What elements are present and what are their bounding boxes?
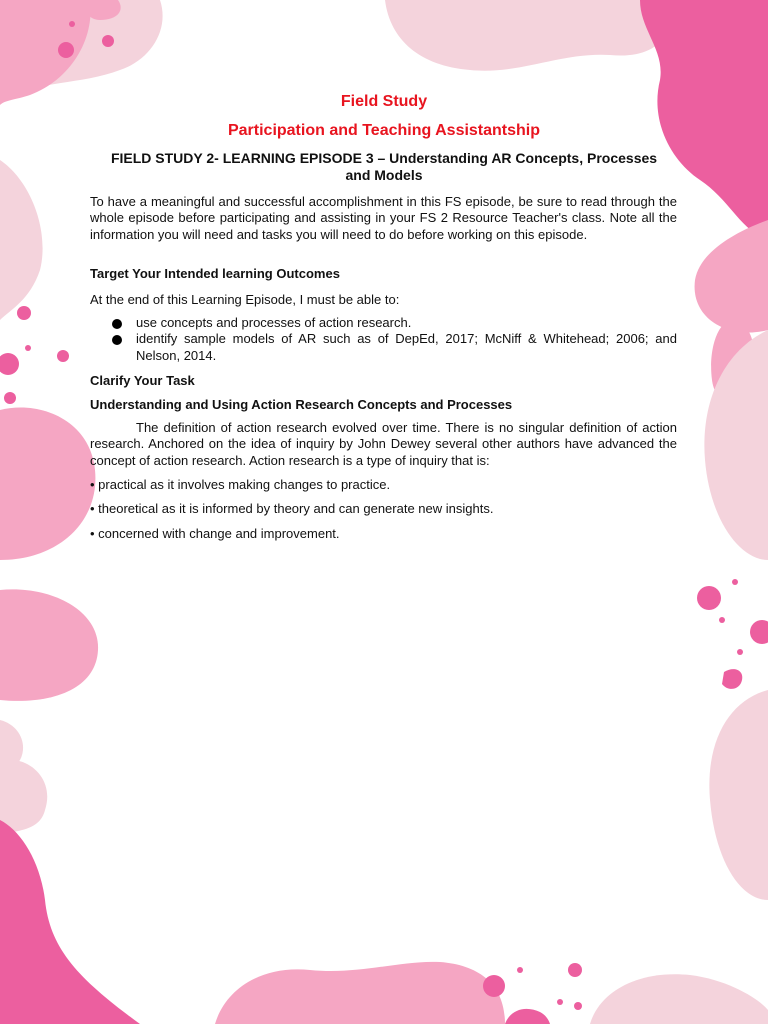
- intro-paragraph: To have a meaningful and successful accomplishment in this FS episode, be sure to read through the whole episode before participating and assisting in your FS 2 Resource Teacher's class. Note all the information you will need and tasks you will need to do before working on this episode.: [90, 194, 677, 242]
- task-heading: Clarify Your Task: [90, 373, 195, 388]
- task-paragraph: The definition of action research evolved over time. There is no singular definition of action research. Anchored on the idea of inquiry by John Dewey several other authors have advanced the concept of action research. Action research is a type of inquiry that is:: [90, 420, 677, 468]
- list-item: [112, 315, 677, 331]
- task-point: • concerned with change and improvement.: [90, 526, 340, 541]
- bullet-icon: [112, 319, 122, 329]
- bullet-icon: [112, 335, 122, 345]
- task-point: • practical as it involves making changes to practice.: [90, 477, 391, 492]
- list-item: [112, 331, 677, 364]
- outcomes-lead: At the end of this Learning Episode, I must be able to:: [90, 292, 400, 307]
- task-subheading: Understanding and Using Action Research Concepts and Processes: [90, 397, 513, 412]
- page-title: Field Study: [340, 93, 428, 110]
- page-subtitle: Participation and Teaching Assistantship: [227, 122, 541, 139]
- outcomes-list: [112, 315, 677, 364]
- episode-title: FIELD STUDY 2- LEARNING EPISODE 3 – Understanding AR Concepts, Processes and Models: [110, 150, 658, 183]
- list-item-text: use concepts and processes of action research.: [136, 315, 412, 330]
- list-item-text: identify sample models of AR such as of DepEd, 2017; McNiff & Whitehead; 2006; and Nelson, 2014.: [136, 331, 677, 363]
- outcomes-heading: Target Your Intended learning Outcomes: [90, 266, 340, 281]
- task-point: • theoretical as it is informed by theory and can generate new insights.: [90, 501, 494, 516]
